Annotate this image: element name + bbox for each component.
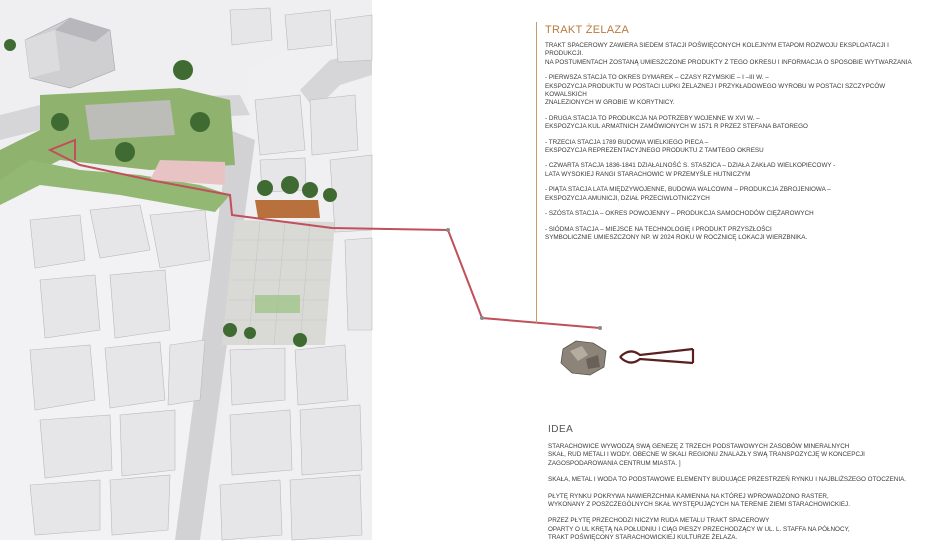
station-2: - DRUGA STACJA TO PRODUKCJA NA POTRZEBY WOJENNE W XVI W. – EKSPOZYCJA KUL ARMATNICH ZAMÓWIONYCH W 1571 R PRZEZ STEFANA BATOREGO xyxy=(545,114,808,131)
station-6: - SZÓSTA STACJA – OKRES POWOJENNY – PRODUKCJA SAMOCHODÓW CIĘŻAROWYCH xyxy=(545,210,814,218)
station-7: - SIÓDMA STACJA – MIEJSCE NA TECHNOLOGIĘ I PRODUKT PRZYSZŁOŚCI SYMBOLICZNIE UMIESZCZONY NP. W 2024 ROKU W ROCZNICĘ LOKACJI WIERZBNIKA. xyxy=(545,225,808,241)
pavilion-roof xyxy=(255,200,320,218)
iron-bloom-image xyxy=(561,341,606,375)
station-5: - PIĄTA STACJA LATA MIĘDZYWOJENNE, BUDOWA WALCOWNI – PRODUKCJA ZBROJENIOWA – EKSPOZYCJA AMUNICJI, DZIAŁ PRZECIWLOTNICZYCH xyxy=(545,186,831,202)
idea-paragraph-3: PŁYTĘ RYNKU POKRYWA NAWIERZCHNIA KAMIENNA NA KTÓREJ WPROWADZONO RASTER, WYKONANY Z POSZCZEGÓLNYCH SKAŁ WYSTĘPUJĄCYCH NA TERENIE ZIEMI STARACHOWICKIEJ. xyxy=(548,492,850,509)
title-rule xyxy=(536,22,537,324)
trakt-paragraph: TRAKT SPACEROWY ZAWIERA SIEDEM STACJI POŚWIĘCONYCH KOLEJNYM ETAPOM ROZWOJU EKSPLOATACJI I PRODUKCJI. NA POSTUMENTACH ZOSTANĄ UMIESZCZONE PRODUKTY Z TEGO OKRESU I INFORMACJA O SPOSOBIE WYTWARZANIA xyxy=(545,42,912,66)
artefacts-svg xyxy=(558,337,708,382)
station-4: - CZWARTA STACJA 1836-1841 DZIAŁALNOŚĆ S. STASZICA – DZIAŁA ZAKŁAD WIELKOPIECOWY - LATA WYSOKIEJ RANGI STARACHOWIC W PRZEMYŚLE HUTNICZYM xyxy=(545,162,836,178)
trakt-description xyxy=(545,42,915,249)
idea-paragraph-2: SKAŁA, METAL I WODA TO PODSTAWOWE ELEMENTY BUDUJĄCE PRZESTRZEŃ RYNKU I NAJBLIŻSZEGO OTOCZENIA. xyxy=(548,476,907,484)
trakt-title: TRAKT ŻELAZA xyxy=(545,24,630,36)
idea-description xyxy=(548,443,908,551)
market-square xyxy=(222,220,335,345)
artefact-images xyxy=(558,337,708,382)
idea-paragraph-4: PRZEZ PŁYTĘ PRZECHODZI NICZYM RUDA METALU TRAKT SPACEROWY OPARTY O UL KRĘTĄ NA POŁUDNIU I CIĄG PIESZY PRZECHODZĄCY W UL. L. STAFFA NA PÓŁNOCY, TRAKT POŚWIĘCONY STARACHOWICKIEJ KULTURZE ŻELAZA. xyxy=(548,517,850,542)
station-1: - PIERWSZA STACJA TO OKRES DYMAREK – CZASY RZYMSKIE – I –III W. – EKSPOZYCJA PRODUKTU W POSTACI LUPKI ŻELAZNEJ I PRZYKŁADOWEGO WYROBU W POSTACI SZCZYPCÓW KOWALSKICH ZNALEZIONYCH W GROBIE W KORYTNICY. xyxy=(545,74,886,107)
station-3: - TRZECIA STACJA 1789 BUDOWA WIELKIEGO PIECA – EKSPOZYCJA REPREZENTACYJNEGO PRODUKTU Z TAMTEGO OKRESU xyxy=(545,138,764,155)
blacksmith-tongs-image xyxy=(620,349,693,363)
idea-title: IDEA xyxy=(548,424,574,435)
idea-paragraph-1: STARACHOWICE WYWODZĄ SWĄ GENEZĘ Z TRZECH PODSTAWOWYCH ZASOBÓW MINERALNYCH SKAŁ, RUD METALI I WODY. OBECNE W SKALI REGIONU ZNALAZŁY SWĄ TRANSPOZYCJĘ W KONCEPCJI ZAGOSPODAROWANIA CENTRUM MIASTA. ] xyxy=(548,443,865,467)
